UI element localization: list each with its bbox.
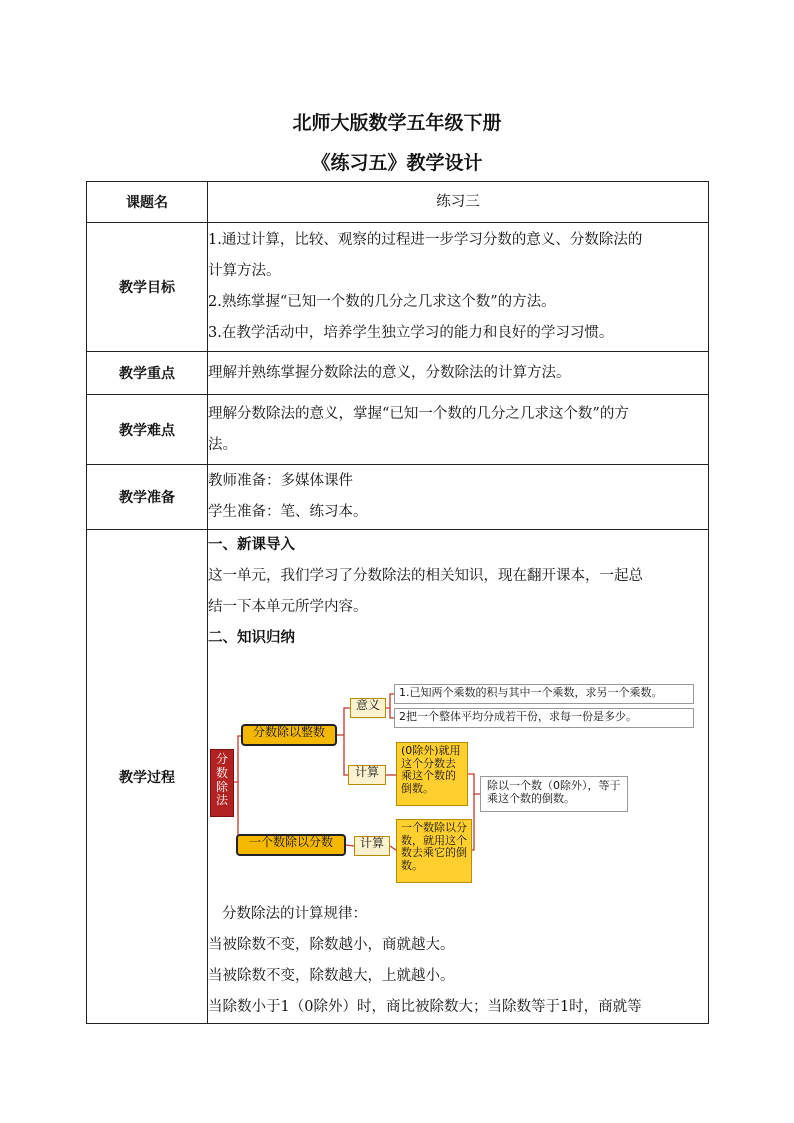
- meaning-node: 意义: [350, 698, 386, 718]
- branch-number-divided-by-fraction: 一个数除以分数: [236, 834, 346, 856]
- document-title-line2: 《练习五》教学设计: [311, 152, 483, 174]
- branch-fraction-divided-by-integer: 分数除以整数: [241, 724, 337, 746]
- rule-1: (0除外)就用这个分数去乘这个数的倒数。: [396, 742, 468, 806]
- process-line: 当被除数不变，除数越小，商就越大。: [208, 937, 455, 953]
- preparation-line: 教师准备：多媒体课件: [208, 473, 353, 489]
- connector: [386, 694, 394, 708]
- definition-2: 2把一个整体平均分成若干份，求每一份是多少。: [394, 708, 694, 728]
- process-line: 当除数小于1（0除外）时，商比被除数大；当除数等于1时，商就等: [208, 999, 642, 1015]
- root-char: 分: [215, 752, 228, 766]
- goal-line: 计算方法。: [208, 263, 281, 279]
- key-point-line: 理解并熟练掌握分数除法的意义，分数除法的计算方法。: [208, 364, 571, 381]
- label-key-points: 教学重点: [87, 352, 208, 395]
- calc-node-2: 计算: [354, 836, 390, 856]
- row-topic: [87, 182, 709, 223]
- root-char: 除: [215, 779, 228, 794]
- rule-2: 一个数除以分数，就用这个数去乘它的倒数。: [396, 819, 472, 883]
- label-process: 教学过程: [87, 530, 208, 1024]
- label-topic: 课题名: [87, 182, 208, 223]
- calc-node-1: 计算: [348, 765, 386, 785]
- row-process: [87, 530, 709, 1024]
- section1-heading: 一、新课导入: [208, 537, 295, 553]
- connector: [337, 708, 350, 735]
- label-preparation: 教学准备: [87, 465, 208, 530]
- connector: [468, 774, 480, 794]
- process-line: 分数除法的计算规律：: [222, 906, 367, 922]
- root-char: 法: [215, 793, 228, 808]
- label-goals: 教学目标: [87, 223, 208, 352]
- goal-line: 1.通过计算，比较、观察的过程进一步学习分数的意义、分数除法的: [208, 232, 643, 248]
- row-goals: [87, 223, 709, 352]
- value-preparation: [208, 465, 709, 530]
- definition-1: 1.已知两个乘数的积与其中一个乘数，求另一个乘数。: [394, 684, 694, 704]
- document-title-line1: 北师大版数学五年级下册: [292, 112, 502, 134]
- row-key-points: [87, 352, 709, 395]
- difficulty-line: 理解分数除法的意义，掌握“已知一个数的几分之几求这个数”的方: [208, 405, 629, 422]
- goal-line: 2.熟练掌握“已知一个数的几分之几求这个数”的方法。: [208, 294, 556, 310]
- goal-line: 3.在教学活动中，培养学生独立学习的能力和良好的学习习惯。: [208, 325, 614, 341]
- knowledge-map-diagram: [208, 654, 703, 899]
- root-node: [210, 749, 234, 817]
- connector: [234, 736, 241, 782]
- row-difficulties: [87, 395, 709, 465]
- connector: [346, 845, 354, 846]
- process-line: 当被除数不变，除数越大，上就越小。: [208, 968, 455, 984]
- difficulty-line: 法。: [208, 436, 237, 453]
- value-key-points: [208, 352, 709, 395]
- value-topic: 练习三: [208, 182, 709, 223]
- section1-line: 结一下本单元所学内容。: [208, 599, 368, 615]
- row-preparation: [87, 465, 709, 530]
- root-char: 数: [215, 765, 228, 780]
- connector: [472, 794, 474, 850]
- rule-summary: 除以一个数（0除外），等于乘这个数的倒数。: [480, 776, 628, 812]
- preparation-line: 学生准备：笔、练习本。: [208, 504, 368, 520]
- section1-line: 这一单元，我们学习了分数除法的相关知识，现在翻开课本，一起总: [208, 568, 643, 584]
- label-difficulties: 教学难点: [87, 395, 208, 465]
- section2-heading: 二、知识归纳: [208, 630, 295, 646]
- value-difficulties: [208, 395, 709, 465]
- lesson-plan-table: [86, 181, 709, 1024]
- value-goals: [208, 223, 709, 352]
- value-process: [208, 530, 709, 1024]
